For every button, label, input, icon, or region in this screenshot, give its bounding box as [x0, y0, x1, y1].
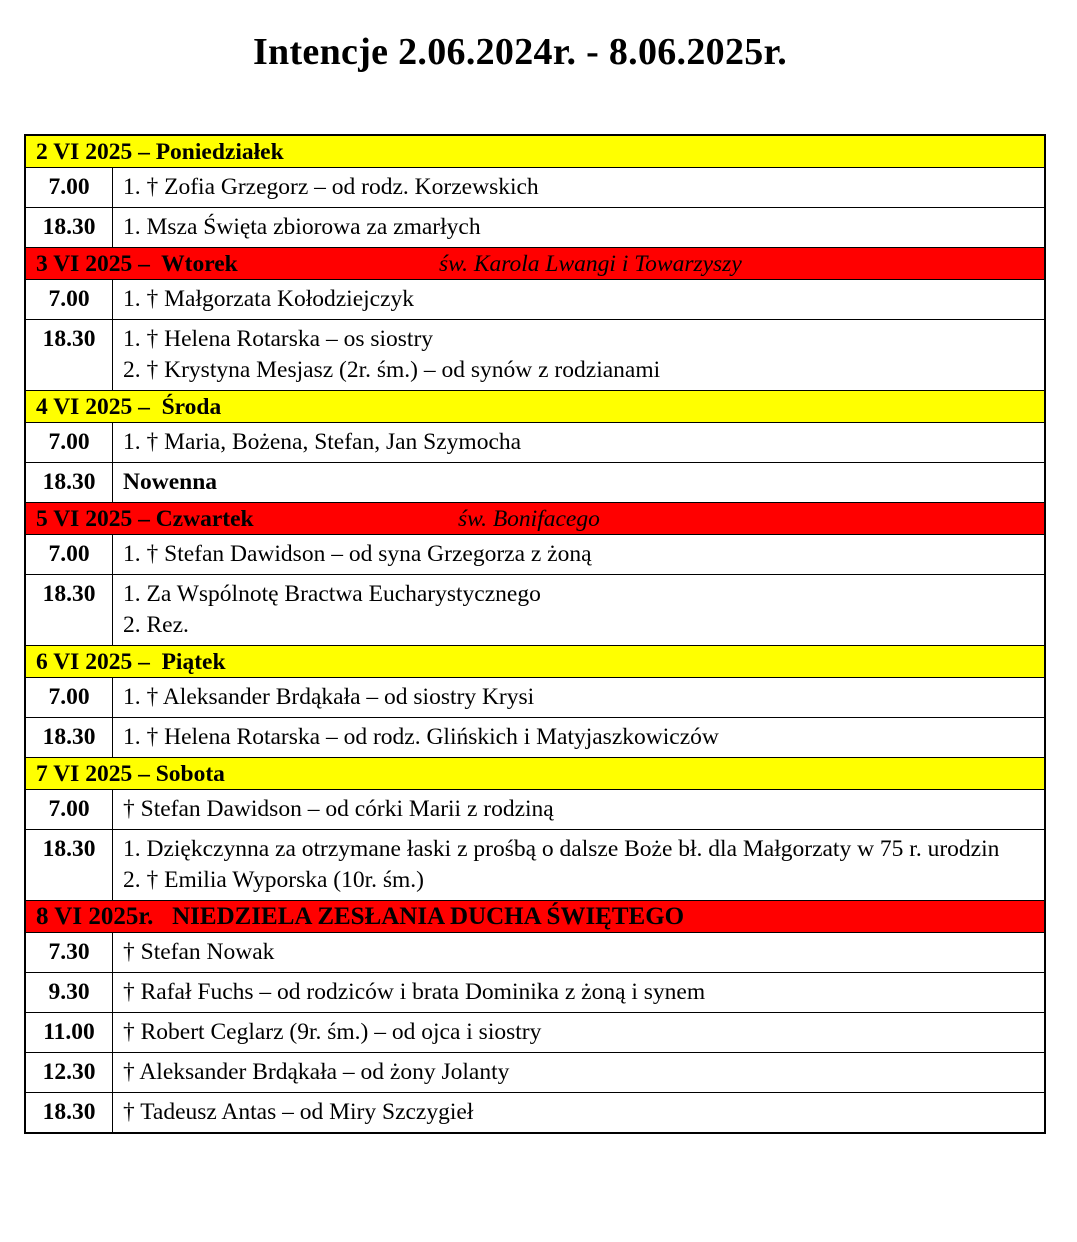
mass-row: [25, 463, 1045, 503]
mass-intentions: [113, 208, 1046, 248]
intention-line: 1. Za Wspólnotę Bractwa Eucharystycznego: [123, 581, 541, 607]
mass-time: 7.00: [25, 790, 113, 830]
mass-time: 7.00: [25, 168, 113, 208]
mass-intentions: [113, 1013, 1046, 1053]
day-header: [25, 135, 1045, 168]
mass-time: 7.00: [25, 535, 113, 575]
mass-row: [25, 973, 1045, 1013]
mass-row: [25, 575, 1045, 646]
day-header-row: [25, 646, 1045, 678]
mass-row: [25, 320, 1045, 391]
mass-intentions: [113, 830, 1046, 901]
mass-intentions: [113, 718, 1046, 758]
mass-intentions: [113, 168, 1046, 208]
mass-time: 18.30: [25, 463, 113, 503]
mass-time: 12.30: [25, 1053, 113, 1093]
day-header: [25, 646, 1045, 678]
day-header: [25, 503, 1045, 535]
mass-row: [25, 718, 1045, 758]
day-header-row: [25, 135, 1045, 168]
intention-line: 1. Dziękczynna za otrzymane łaski z prośbą o dalsze Boże bł. dla Małgorzaty w 75 r. urodzin: [123, 836, 1000, 862]
mass-row: [25, 168, 1045, 208]
mass-row: [25, 678, 1045, 718]
feast-name: św. Karola Lwangi i Towarzyszy: [439, 251, 742, 277]
mass-intentions: [113, 973, 1046, 1013]
mass-intentions: [113, 678, 1046, 718]
day-header-row: [25, 758, 1045, 790]
mass-intentions: [113, 535, 1046, 575]
mass-time: 11.00: [25, 1013, 113, 1053]
mass-time: 7.00: [25, 678, 113, 718]
mass-row: [25, 208, 1045, 248]
mass-row: [25, 790, 1045, 830]
intention-line: 2. † Krystyna Mesjasz (2r. śm.) – od synów z rodzianami: [123, 357, 661, 383]
intention-line: † Robert Ceglarz (9r. śm.) – od ojca i siostry: [123, 1019, 542, 1045]
day-header: [25, 901, 1045, 933]
day-label: 6 VI 2025 – Piątek: [36, 649, 226, 675]
day-label: 8 VI 2025r. NIEDZIELA ZESŁANIA DUCHA ŚWIĘTEGO: [36, 903, 685, 930]
intention-line: 2. † Emilia Wyporska (10r. śm.): [123, 867, 425, 893]
mass-intentions: [113, 423, 1046, 463]
mass-intentions: [113, 1053, 1046, 1093]
mass-time: 18.30: [25, 1093, 113, 1134]
mass-row: [25, 1093, 1045, 1134]
mass-intentions: [113, 933, 1046, 973]
intention-line: † Aleksander Brdąkała – od żony Jolanty: [123, 1059, 510, 1085]
intention-line: 1. † Małgorzata Kołodziejczyk: [123, 286, 415, 312]
day-header-row: [25, 248, 1045, 280]
intention-line: † Rafał Fuchs – od rodziców i brata Dominika z żoną i synem: [123, 979, 706, 1005]
intention-line: 1. † Helena Rotarska – od rodz. Glińskich i Matyjaszkowiczów: [123, 724, 719, 750]
intention-line: 1. † Zofia Grzegorz – od rodz. Korzewskich: [123, 174, 539, 200]
mass-intentions: [113, 790, 1046, 830]
mass-row: [25, 830, 1045, 901]
intentions-table: [24, 134, 1046, 1134]
intention-line: 1. † Maria, Bożena, Stefan, Jan Szymocha: [123, 429, 522, 455]
mass-row: [25, 933, 1045, 973]
intention-line: 2. Rez.: [123, 612, 189, 638]
mass-time: 7.00: [25, 280, 113, 320]
mass-row: [25, 1013, 1045, 1053]
page-title: Intencje 2.06.2024r. - 8.06.2025r.: [252, 31, 788, 73]
mass-time: 9.30: [25, 973, 113, 1013]
day-label: 2 VI 2025 – Poniedziałek: [36, 139, 284, 165]
mass-intentions: [113, 575, 1046, 646]
mass-row: [25, 1053, 1045, 1093]
mass-intentions: [113, 1093, 1046, 1134]
intention-line: † Stefan Dawidson – od córki Marii z rodziną: [123, 796, 554, 822]
mass-intentions: [113, 463, 1046, 503]
mass-time: 18.30: [25, 830, 113, 901]
mass-time: 18.30: [25, 575, 113, 646]
day-label: 7 VI 2025 – Sobota: [36, 761, 225, 787]
mass-time: 7.30: [25, 933, 113, 973]
feast-name: św. Bonifacego: [458, 506, 600, 532]
mass-time: 7.00: [25, 423, 113, 463]
intention-line: † Stefan Nowak: [123, 939, 275, 965]
mass-time: 18.30: [25, 718, 113, 758]
day-label: 3 VI 2025 – Wtorek: [36, 251, 238, 277]
mass-row: [25, 280, 1045, 320]
day-label: 5 VI 2025 – Czwartek: [36, 506, 254, 532]
mass-intentions: [113, 320, 1046, 391]
mass-row: [25, 423, 1045, 463]
day-label: 4 VI 2025 – Środa: [36, 394, 222, 420]
intention-line: Nowenna: [123, 469, 218, 495]
mass-time: 18.30: [25, 320, 113, 391]
mass-row: [25, 535, 1045, 575]
day-header: [25, 391, 1045, 423]
day-header-row: [25, 503, 1045, 535]
day-header: [25, 248, 1045, 280]
intention-line: 1. † Aleksander Brdąkała – od siostry Krysi: [123, 684, 535, 710]
day-header: [25, 758, 1045, 790]
mass-time: 18.30: [25, 208, 113, 248]
intention-line: † Tadeusz Antas – od Miry Szczygieł: [123, 1099, 474, 1125]
intention-line: 1. † Helena Rotarska – os siostry: [123, 326, 434, 352]
day-header-row: [25, 901, 1045, 933]
intention-line: 1. Msza Święta zbiorowa za zmarłych: [123, 214, 481, 240]
day-header-row: [25, 391, 1045, 423]
mass-intentions: [113, 280, 1046, 320]
intention-line: 1. † Stefan Dawidson – od syna Grzegorza z żoną: [123, 541, 592, 567]
